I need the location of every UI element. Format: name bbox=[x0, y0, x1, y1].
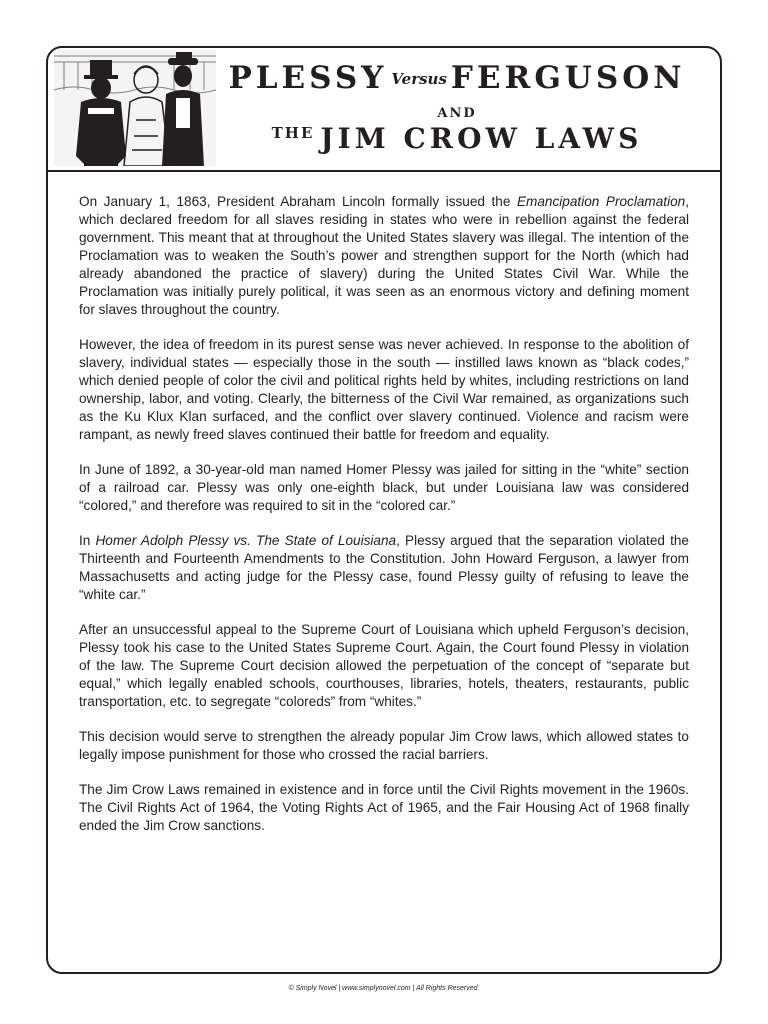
footer-copyright: © Simply Novel | www.simplynovel.com | All Rights Reserved. bbox=[288, 985, 480, 992]
header-divider bbox=[46, 170, 722, 172]
paragraph-1-text-a: On January 1, 1863, President Abraham Lincoln formally issued the bbox=[79, 194, 517, 209]
paragraph-4 bbox=[79, 532, 689, 604]
paragraph-1-italic: Emancipation Proclamation bbox=[516, 194, 686, 209]
title-versus: Versus bbox=[391, 70, 447, 88]
title-line-3 bbox=[222, 122, 692, 155]
title-plessy: PLESSY bbox=[228, 60, 388, 96]
title-and: AND bbox=[437, 106, 477, 121]
title-the: THE bbox=[271, 124, 315, 142]
article-body bbox=[79, 193, 689, 835]
title-jim-crow-laws: JIM CROW LAWS bbox=[320, 122, 643, 155]
paragraph-2: However, the idea of freedom in its purest sense was never achieved. In response to the abolition of slavery, individual states — especially those in the south — instilled laws known as “black codes,” which denied people of color the civil and political rights held by whites, including restrictions on land ownership, labor, and voting. Clearly, the bitterness of the Civil War remained, as organizations such as the Ku Klux Klan surfaced, and the conflict over slavery continued. Violence and racism were rampant, as newly freed slaves continued their battle for freedom and equality. bbox=[79, 337, 689, 442]
paragraph-5: After an unsuccessful appeal to the Supreme Court of Louisiana which upheld Ferguson’s decision, Plessy took his case to the United States Supreme Court. Again, the Court found Plessy in violation of the law. The Supreme Court decision allowed the perpetuation of the concept of “separate but equal,” which legally enabled schools, courthouses, libraries, hotels, theaters, restaurants, public transportation, etc. to segregate “coloreds” from “whites.” bbox=[79, 622, 689, 709]
historical-illustration bbox=[54, 50, 216, 166]
paragraph-7: The Jim Crow Laws remained in existence and in force until the Civil Rights movement in the 1960s. The Civil Rights Act of 1964, the Voting Rights Act of 1965, and the Fair Housing Act of 1968 finally ended the Jim Crow sanctions. bbox=[79, 782, 689, 833]
title-ferguson: FERGUSON bbox=[450, 60, 686, 96]
paragraph-1 bbox=[79, 193, 689, 319]
title-block bbox=[222, 54, 692, 166]
paragraph-6: This decision would serve to strengthen the already popular Jim Crow laws, which allowed states to legally impose punishment for those who crossed the racial barriers. bbox=[79, 729, 689, 762]
title-line-1 bbox=[222, 60, 692, 96]
paragraph-3: In June of 1892, a 30-year-old man named Homer Plessy was jailed for sitting in the “white” section of a railroad car. Plessy was only one-eighth black, but under Louisiana law was considered “colored,” and therefore was required to sit in the “colored car.” bbox=[79, 462, 689, 513]
paragraph-1-text-b: , which declared freedom for all slaves residing in states who were in rebellion against the federal government. This meant that at throughout the United States slavery was illegal. The intention of the Proclamation was to weaken the South’s power and strengthen support for the North (which had already abandoned the practice of slavery) during the United States Civil War. While the Proclamation was initially purely political, it was seen as an enormous victory and defining moment for slaves throughout the country. bbox=[79, 194, 689, 317]
paragraph-4-text-a: In bbox=[79, 533, 96, 548]
paragraph-4-italic: Homer Adolph Plessy vs. The State of Louisiana bbox=[95, 533, 397, 548]
paragraph-4-text-b: , Plessy argued that the separation violated the Thirteenth and Fourteenth Amendments to the Constitution. John Howard Ferguson, a lawyer from Massachusetts and acting judge for the Plessy case, found Plessy guilty of refusing to leave the “white car.” bbox=[79, 533, 689, 602]
